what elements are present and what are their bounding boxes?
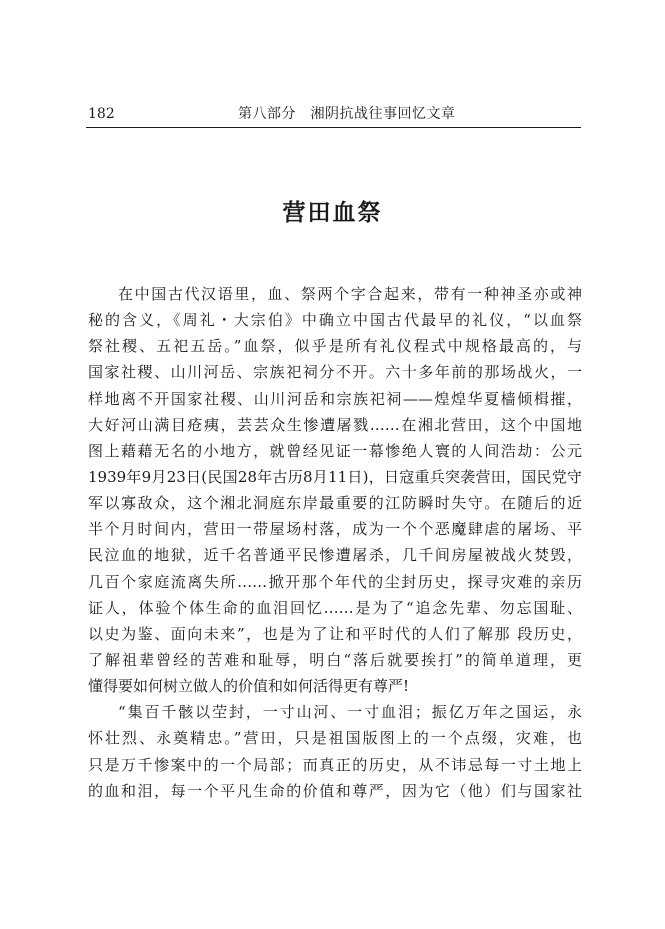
text-line: 只是万千惨案中的一个局部；而真正的历史，从不讳忌每一寸土地上 xyxy=(88,755,582,774)
header-rule xyxy=(86,127,581,128)
text-line: 证人，体验个体生命的血泪回忆……是为了“追念先辈、勿忘国耻、 xyxy=(88,598,582,617)
text-line: 大好河山满目疮痍，芸芸众生惨遭屠戮……在湘北营田，这个中国地 xyxy=(88,415,582,434)
text-line: 样地离不开国家社稷、山川河岳和宗族祀祠——煌煌华夏樯倾楫摧， xyxy=(88,389,582,408)
page-header xyxy=(88,104,581,126)
text-line: 的血和泪，每一个平凡生命的价值和尊严，因为它（他）们与国家社 xyxy=(88,781,582,800)
text-line: 秘的含义，《周礼・大宗伯》中确立中国古代最早的礼仪，“以血祭 xyxy=(88,311,582,330)
text-line: 怀壮烈、永奠精忠。”营田，只是祖国版图上的一个点缀，灾难，也 xyxy=(88,729,582,748)
text-line: 军以寡敌众，这个湘北洞庭东岸最重要的江防瞬时失守。在随后的近 xyxy=(88,494,582,513)
text-line: 了解祖辈曾经的苦难和耻辱，明白“落后就要挨打”的简单道理，更 xyxy=(88,650,582,669)
article-body xyxy=(88,281,582,804)
text-line: “集百千骸以茔封，一寸山河、一寸血泪；振亿万年之国运，永 xyxy=(118,703,582,722)
running-title: 第八部分 湘阴抗战往事回忆文章 xyxy=(238,106,456,122)
text-line: 几百个家庭流离失所……掀开那个年代的尘封历史，探寻灾难的亲历 xyxy=(88,572,582,591)
text-line: 1939年9月23日(民国28年古历8月11日)，日寇重兵突袭营田，国民党守 xyxy=(88,467,582,486)
article-title: 营田血祭 xyxy=(282,199,383,226)
text-line: 在中国古代汉语里，血、祭两个字合起来，带有一种神圣亦或神 xyxy=(118,285,582,303)
text-line: 国家社稷、山川河岳、宗族祀祠分不开。六十多年前的那场战火，一 xyxy=(88,363,582,382)
text-line: 懂得要如何树立做人的价值和如何活得更有尊严! xyxy=(88,677,410,696)
text-line: 半个月时间内，营田一带屋场村落，成为一个个恶魔肆虐的屠场、平 xyxy=(88,520,582,539)
text-line: 图上藉藉无名的小地方，就曾经见证一幕惨绝人寰的人间浩劫：公元 xyxy=(88,441,582,460)
text-line: 民泣血的地狱，近千名普通平民惨遭屠杀，几千间房屋被战火焚毁， xyxy=(88,546,582,565)
page-number: 182 xyxy=(88,106,115,122)
text-line: 以史为鉴、面向未来”，也是为了让和平时代的人们了解那 段历史， xyxy=(88,624,582,643)
text-line: 祭社稷、五祀五岳。”血祭，似乎是所有礼仪程式中规格最高的，与 xyxy=(88,337,582,356)
